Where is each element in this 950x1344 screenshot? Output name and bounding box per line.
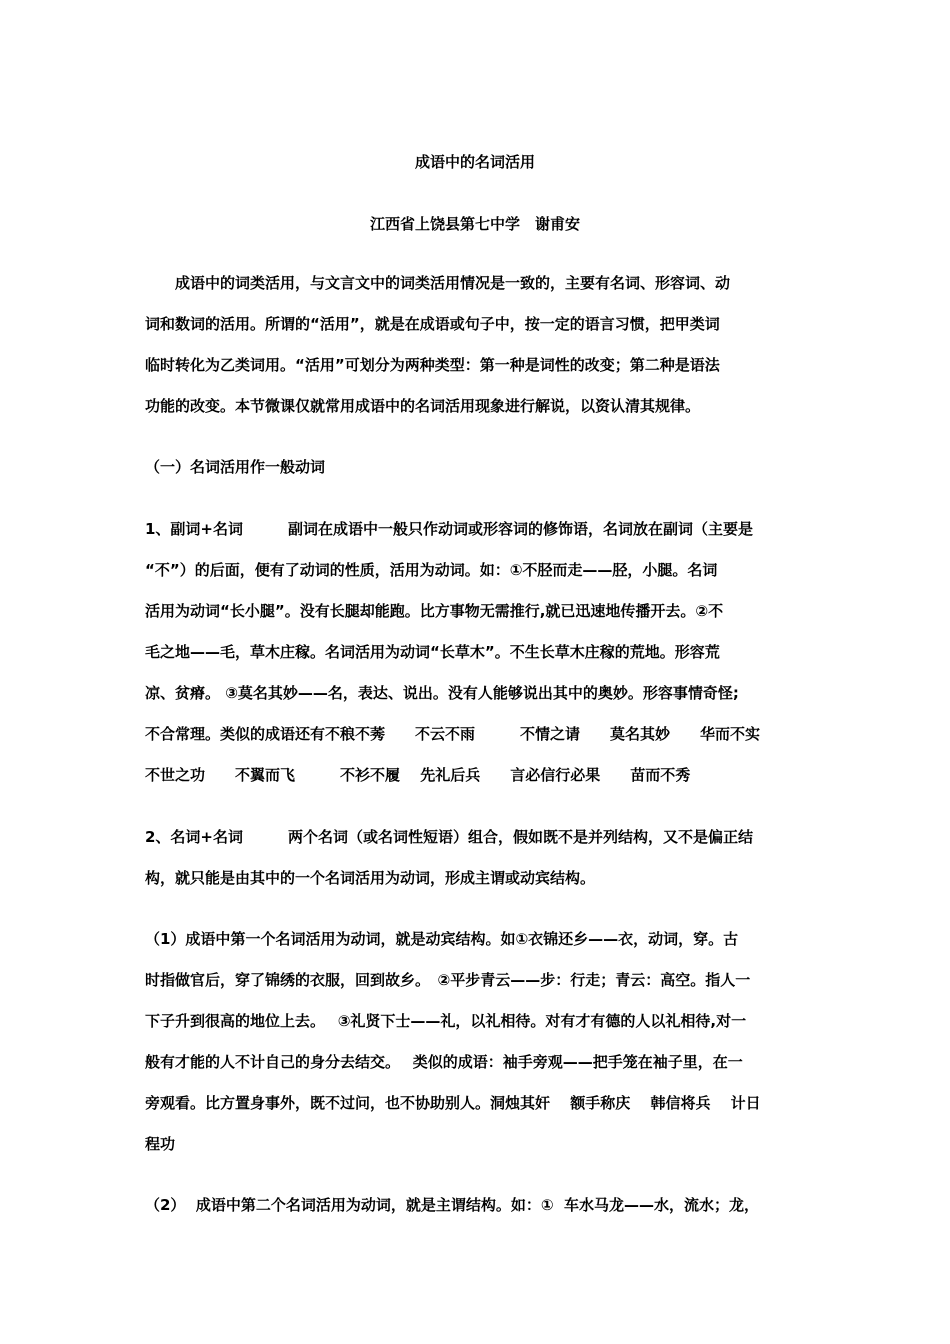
- body-line: 功能的改变。本节微课仅就常用成语中的名词活用现象进行解说，以资认清其规律。: [145, 397, 701, 415]
- body-line: 不世之功 不翼而飞 不衫不履 先礼后兵 言必信行必果 苗而不秀: [145, 766, 691, 784]
- section-heading: （一）名词活用作一般动词: [145, 458, 326, 476]
- body-line: 下子升到很高的地位上去。 ③礼贤下士——礼，以礼相待。对有才有德的人以礼相待,对一: [145, 1012, 747, 1030]
- body-line: （1）成语中第一个名词活用为动词，就是动宾结构。如①衣锦还乡——衣，动词，穿。古: [145, 930, 739, 948]
- body-line: 程功: [145, 1135, 176, 1153]
- body-line: （2） 成语中第二个名词活用为动词，就是主谓结构。如：① 车水马龙——水，流水；龙，: [145, 1196, 760, 1214]
- body-line: 1、副词+名词 副词在成语中一般只作动词或形容词的修饰语，名词放在副词（主要是: [145, 520, 754, 538]
- body-line: “不”）的后面，便有了动词的性质，活用为动词。如：①不胫而走——胫，小腿。名词: [145, 561, 718, 579]
- body-line: 临时转化为乙类词用。“活用”可划分为两种类型：第一种是词性的改变；第二种是语法: [145, 356, 720, 374]
- document-title: 成语中的名词活用: [414, 153, 535, 171]
- body-line: 2、名词+名词 两个名词（或名词性短语）组合，假如既不是并列结构，又不是偏正结: [145, 828, 754, 846]
- body-line: 词和数词的活用。所谓的“活用”，就是在成语或句子中，按一定的语言习惯，把甲类词: [145, 315, 720, 333]
- body-line: 成语中的词类活用，与文言文中的词类活用情况是一致的，主要有名词、形容词、动: [145, 274, 731, 292]
- body-line: 旁观看。比方置身事外，既不过问，也不协助别人。洞烛其奸 额手称庆 韩信将兵 计日: [145, 1094, 761, 1112]
- body-line: 毛之地——毛，草木庄稼。名词活用为动词“长草木”。不生长草木庄稼的荒地。形容荒: [145, 643, 720, 661]
- body-line: 般有才能的人不计自己的身分去结交。 类似的成语：袖手旁观——把手笼在袖子里，在一: [145, 1053, 743, 1071]
- body-line: 凉、贫瘠。 ③莫名其妙——名，表达、说出。没有人能够说出其中的奥妙。形容事情奇怪;: [145, 684, 739, 702]
- body-line: 不合常理。类似的成语还有不稂不莠 不云不雨 不情之请 莫名其妙 华而不实: [145, 725, 761, 743]
- body-line: 构，就只能是由其中的一个名词活用为动词，形成主谓或动宾结构。: [145, 869, 596, 887]
- document-author: 江西省上饶县第七中学 谢甫安: [369, 215, 580, 233]
- body-line: 时指做官后，穿了锦绣的衣服，回到故乡。 ②平步青云——步：行走；青云：高空。指人一: [145, 971, 751, 989]
- body-line: 活用为动词“长小腿”。没有长腿却能跑。比方事物无需推行,就已迅速地传播开去。②不: [145, 602, 724, 620]
